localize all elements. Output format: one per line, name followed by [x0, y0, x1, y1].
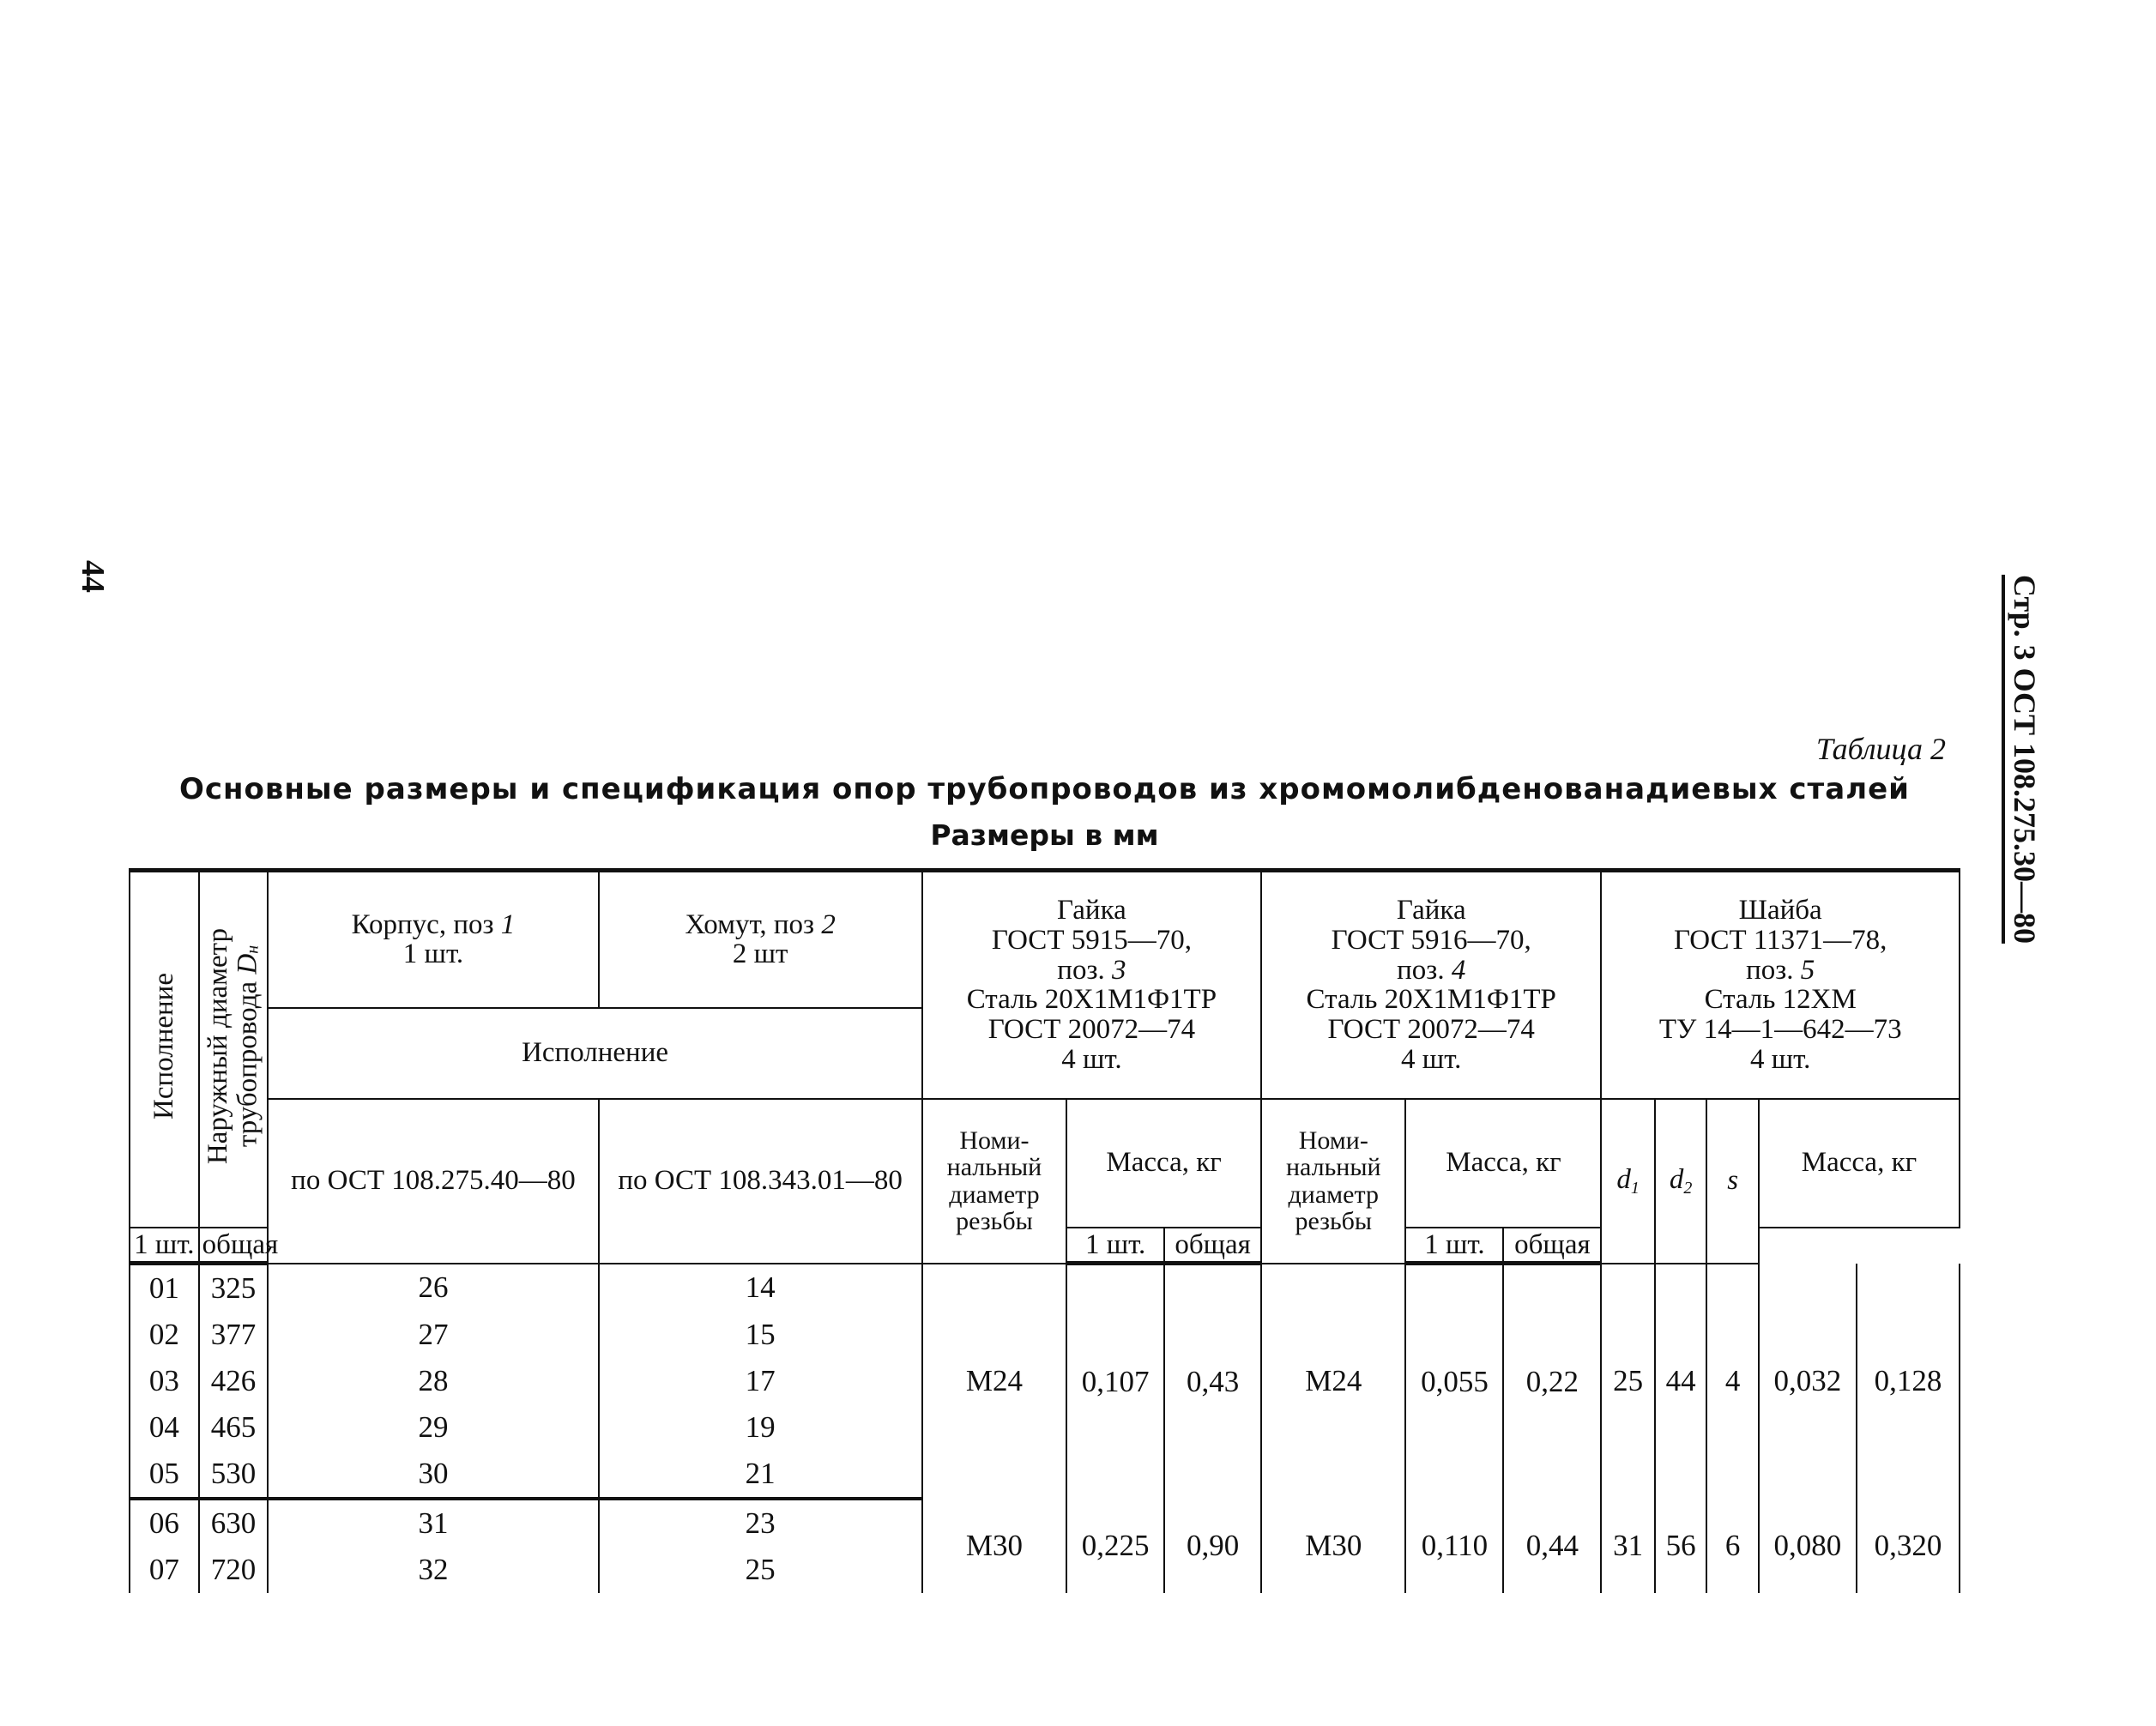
header-nut1-nominal-thread: Номи- нальный диаметр резьбы — [922, 1099, 1066, 1264]
cell-isp: 06 — [130, 1499, 199, 1547]
cell-dn: 465 — [199, 1404, 269, 1451]
cell-washer-mass-one: 0,080 — [1759, 1499, 1857, 1593]
cell-khomut: 15 — [599, 1312, 922, 1358]
header-nut1-mass: Масса, кг — [1066, 1099, 1261, 1228]
specification-table — [129, 868, 1960, 1593]
cell-nut1-thread: М30 — [922, 1499, 1066, 1593]
header-nut2-mass: Масса, кг — [1405, 1099, 1601, 1228]
header-ost-korpus: по ОСТ 108.275.40—80 — [268, 1099, 598, 1264]
cell-s: 6 — [1706, 1499, 1759, 1593]
cell-nut2-mass-total: 0,22 — [1503, 1264, 1601, 1500]
header-d1: $d_1$ — [1601, 1099, 1655, 1264]
cell-nut2-thread: М30 — [1261, 1499, 1405, 1593]
cell-korpus: 32 — [268, 1547, 598, 1593]
cell-dn: 720 — [199, 1547, 269, 1593]
header-nut2-mass-one: 1 шт. — [1066, 1228, 1164, 1264]
cell-khomut: 25 — [599, 1547, 922, 1593]
header-ispolnenie: Исполнение — [130, 871, 199, 1228]
cell-nut1-mass-one: 0,107 — [1066, 1264, 1164, 1500]
cell-nut1-mass-total: 0,43 — [1164, 1264, 1261, 1500]
header-nut2-mass-total: общая — [1164, 1228, 1261, 1264]
header-outer-diameter: Наружный диаметр трубопровода $D_н$ — [199, 871, 269, 1228]
cell-isp: 04 — [130, 1404, 199, 1451]
table-row — [130, 1264, 1960, 1313]
page-number: 44 — [75, 560, 111, 593]
table-label: Таблица 2 — [1815, 732, 1946, 766]
cell-khomut: 19 — [599, 1404, 922, 1451]
cell-nut2-mass-total: 0,44 — [1503, 1499, 1601, 1593]
header-washer: Шайба ГОСТ 11371—78, поз. 5 Сталь 12ХМ ТУ 14—1—642—73 4 шт. — [1601, 871, 1960, 1099]
cell-d2: 44 — [1655, 1264, 1707, 1500]
header-washer-mass: Масса, кг — [1759, 1099, 1960, 1228]
cell-khomut: 17 — [599, 1358, 922, 1404]
cell-dn: 377 — [199, 1312, 269, 1358]
header-nut-gost-5915: Гайка ГОСТ 5915—70, поз. 3 Сталь 20Х1М1Ф1ТР ГОСТ 20072—74 4 шт. — [922, 871, 1261, 1099]
cell-dn: 426 — [199, 1358, 269, 1404]
cell-washer-mass-total: 0,128 — [1857, 1264, 1960, 1500]
header-nut2-nominal-thread: Номи- нальный диаметр резьбы — [1261, 1099, 1405, 1264]
cell-washer-mass-total: 0,320 — [1857, 1499, 1960, 1593]
cell-washer-mass-one: 0,032 — [1759, 1264, 1857, 1500]
header-khomut: Хомут, поз 2 2 шт — [599, 871, 922, 1008]
header-nut1-mass-total: общая — [199, 1228, 269, 1264]
cell-nut2-mass-one: 0,110 — [1405, 1499, 1503, 1593]
cell-isp: 05 — [130, 1451, 199, 1499]
header-korpus: Корпус, поз 1 1 шт. — [268, 871, 598, 1008]
header-nut-gost-5916: Гайка ГОСТ 5916—70, поз. 4 Сталь 20Х1М1Ф1ТР ГОСТ 20072—74 4 шт. — [1261, 871, 1601, 1099]
cell-korpus: 30 — [268, 1451, 598, 1499]
cell-isp: 07 — [130, 1547, 199, 1593]
header-washer-mass-one: 1 шт. — [1405, 1228, 1503, 1264]
header-ispolnenie-group: Исполнение — [268, 1008, 921, 1099]
cell-nut1-thread: М24 — [922, 1264, 1066, 1500]
cell-nut1-mass-total: 0,90 — [1164, 1499, 1261, 1593]
cell-d2: 56 — [1655, 1499, 1707, 1593]
cell-khomut: 23 — [599, 1499, 922, 1547]
cell-isp: 01 — [130, 1264, 199, 1313]
cell-d1: 31 — [1601, 1499, 1655, 1593]
cell-korpus: 29 — [268, 1404, 598, 1451]
table-subtitle: Размеры в мм — [930, 818, 1159, 852]
cell-korpus: 27 — [268, 1312, 598, 1358]
header-nut1-mass-one: 1 шт. — [130, 1228, 199, 1264]
cell-korpus: 28 — [268, 1358, 598, 1404]
side-document-header: Стр. 3 ОСТ 108.275.30—80 — [2002, 575, 2043, 944]
header-s: s — [1706, 1099, 1759, 1264]
cell-nut2-mass-one: 0,055 — [1405, 1264, 1503, 1500]
cell-dn: 630 — [199, 1499, 269, 1547]
table-row — [130, 1499, 1960, 1547]
cell-d1: 25 — [1601, 1264, 1655, 1500]
cell-khomut: 14 — [599, 1264, 922, 1313]
cell-dn: 325 — [199, 1264, 269, 1313]
cell-khomut: 21 — [599, 1451, 922, 1499]
cell-dn: 530 — [199, 1451, 269, 1499]
cell-isp: 02 — [130, 1312, 199, 1358]
header-d2: $d_2$ — [1655, 1099, 1707, 1264]
header-ost-khomut: по ОСТ 108.343.01—80 — [599, 1099, 922, 1264]
cell-s: 4 — [1706, 1264, 1759, 1500]
table-title: Основные размеры и спецификация опор трубопроводов из хромомолибденованадиевых сталей — [179, 772, 1910, 806]
cell-korpus: 26 — [268, 1264, 598, 1313]
cell-nut2-thread: М24 — [1261, 1264, 1405, 1500]
cell-isp: 03 — [130, 1358, 199, 1404]
header-washer-mass-total: общая — [1503, 1228, 1601, 1264]
cell-korpus: 31 — [268, 1499, 598, 1547]
cell-nut1-mass-one: 0,225 — [1066, 1499, 1164, 1593]
